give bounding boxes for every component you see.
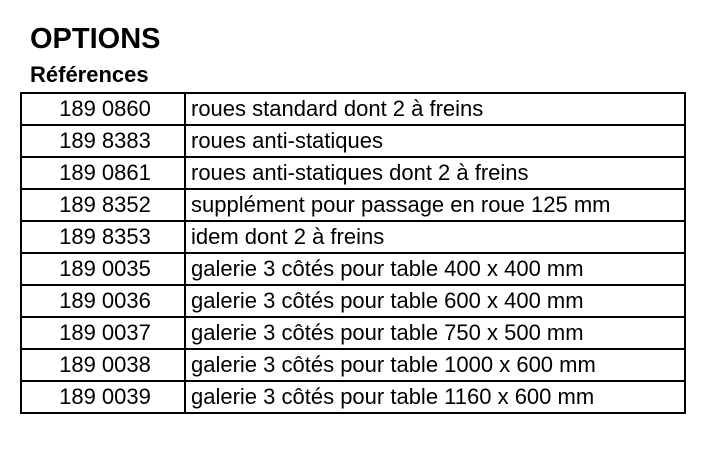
description-cell: galerie 3 côtés pour table 400 x 400 mm	[185, 253, 685, 285]
description-cell: galerie 3 côtés pour table 1000 x 600 mm	[185, 349, 685, 381]
options-table	[20, 92, 686, 414]
reference-cell: 189 0860	[21, 93, 185, 125]
description-cell: supplément pour passage en roue 125 mm	[185, 189, 685, 221]
description-cell: roues anti-statiques dont 2 à freins	[185, 157, 685, 189]
description-cell: roues standard dont 2 à freins	[185, 93, 685, 125]
reference-cell: 189 0038	[21, 349, 185, 381]
table-row	[21, 381, 685, 413]
table-row	[21, 157, 685, 189]
description-cell: roues anti-statiques	[185, 125, 685, 157]
table-row	[21, 221, 685, 253]
table-row	[21, 93, 685, 125]
reference-cell: 189 0039	[21, 381, 185, 413]
reference-cell: 189 0861	[21, 157, 185, 189]
description-cell: galerie 3 côtés pour table 750 x 500 mm	[185, 317, 685, 349]
reference-cell: 189 8353	[21, 221, 185, 253]
references-heading: Références	[30, 62, 149, 87]
page-title: OPTIONS	[30, 23, 161, 55]
description-cell: galerie 3 côtés pour table 1160 x 600 mm	[185, 381, 685, 413]
reference-cell: 189 8383	[21, 125, 185, 157]
table-row	[21, 349, 685, 381]
table-row	[21, 317, 685, 349]
reference-cell: 189 0036	[21, 285, 185, 317]
table-row	[21, 253, 685, 285]
table-row	[21, 285, 685, 317]
table-row	[21, 189, 685, 221]
reference-cell: 189 8352	[21, 189, 185, 221]
reference-cell: 189 0035	[21, 253, 185, 285]
description-cell: galerie 3 côtés pour table 600 x 400 mm	[185, 285, 685, 317]
description-cell: idem dont 2 à freins	[185, 221, 685, 253]
reference-cell: 189 0037	[21, 317, 185, 349]
table-row	[21, 125, 685, 157]
